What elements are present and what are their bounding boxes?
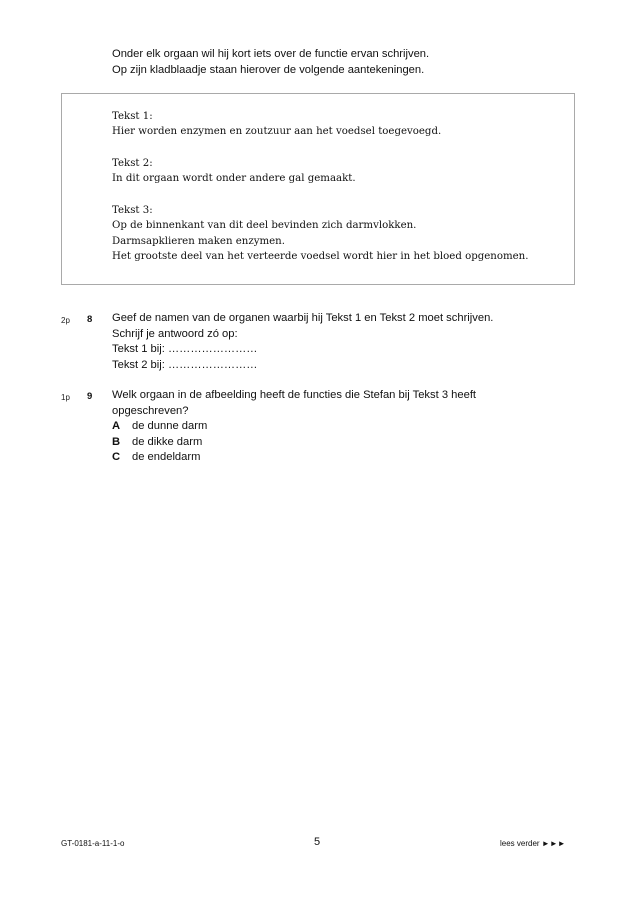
note-title: Tekst 3: (112, 205, 153, 216)
q8-number: 8 (87, 314, 93, 325)
q9-option-c[interactable] (112, 450, 572, 466)
q9-number: 9 (87, 391, 93, 402)
option-text: de dunne darm (132, 420, 208, 432)
note-line: In dit orgaan wordt onder andere gal gemaakt. (112, 173, 356, 185)
q8-answer-line-1: Tekst 1 bij: …………………… (112, 343, 258, 355)
q9-option-a[interactable] (112, 419, 572, 435)
note-tekst-3 (112, 203, 528, 265)
note-line: Hier worden enzymen en zoutzuur aan het voedsel toegevoegd. (112, 126, 442, 138)
q8-line: Schrijf je antwoord zó op: (112, 327, 238, 340)
q8-points: 2p (61, 316, 70, 325)
intro-line: Onder elk orgaan wil hij kort iets over de functie ervan schrijven. (112, 48, 430, 60)
q9-text (112, 388, 572, 466)
q9-line: Welk orgaan in de afbeelding heeft de functies die Stefan bij Tekst 3 heeft (112, 389, 477, 401)
option-letter: C (112, 451, 121, 463)
note-title: Tekst 1: (112, 111, 153, 122)
intro-text (112, 47, 429, 78)
q8-answer-line-2: Tekst 2 bij: …………………… (112, 358, 258, 371)
footer-code: GT-0181-a-11-1-o (61, 839, 125, 848)
option-letter: B (112, 435, 121, 448)
note-line: Het grootste deel van het verteerde voedsel wordt hier in het bloed opgenomen. (112, 251, 529, 263)
note-tekst-2 (112, 156, 356, 187)
page-number: 5 (314, 836, 321, 848)
note-line: Op de binnenkant van dit deel bevinden zich darmvlokken. (112, 220, 417, 232)
option-letter: A (112, 420, 121, 432)
q8-line: Geef de namen van de organen waarbij hij Tekst 1 en Tekst 2 moet schrijven. (112, 312, 494, 324)
continue-indicator: lees verder ►►► (500, 839, 566, 848)
note-title: Tekst 2: (112, 158, 153, 169)
option-text: de endeldarm (132, 451, 201, 463)
q9-points: 1p (61, 393, 70, 402)
notes-box (61, 93, 575, 285)
note-tekst-1 (112, 109, 441, 140)
intro-line: Op zijn kladblaadje staan hierover de volgende aantekeningen. (112, 63, 425, 76)
q9-option-b[interactable] (112, 435, 572, 451)
q9-line: opgeschreven? (112, 404, 189, 417)
note-line: Darmsapklieren maken enzymen. (112, 235, 285, 247)
q8-text (112, 311, 572, 373)
option-text: de dikke darm (132, 435, 203, 448)
